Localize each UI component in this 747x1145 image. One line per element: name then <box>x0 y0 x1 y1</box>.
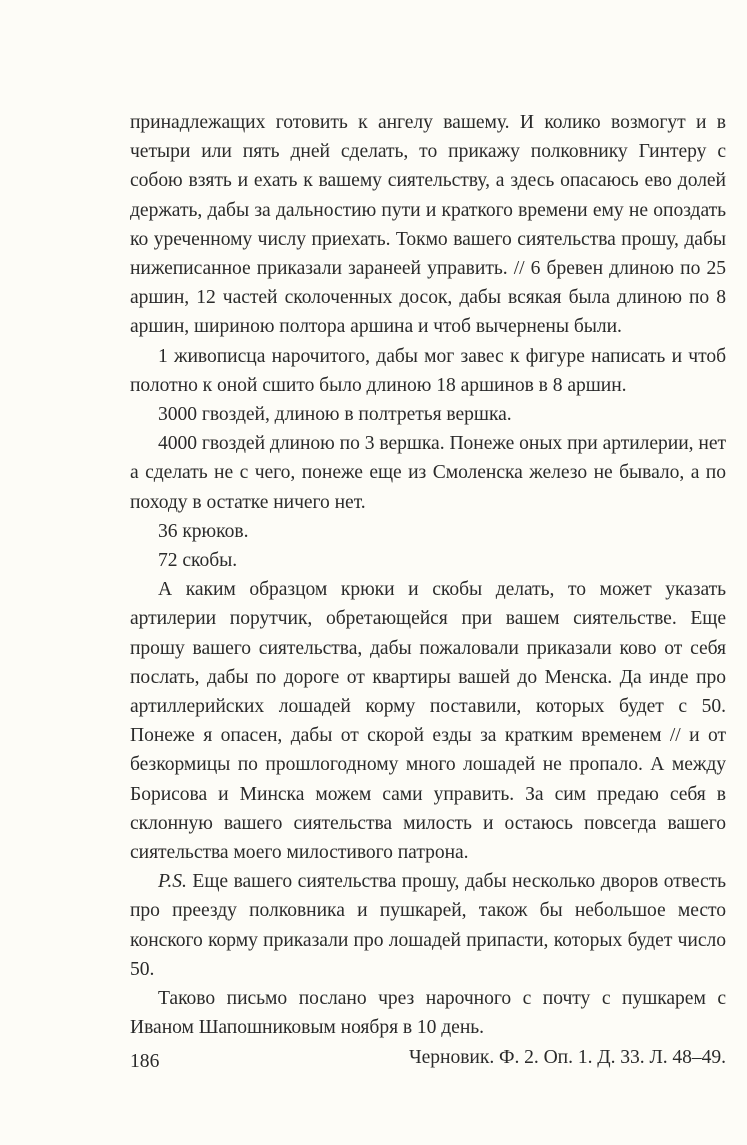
paragraph-painter-request: 1 живописца нарочитого, дабы мог завес к фигуре написать и чтоб полотно к оной сшито было длиною 18 аршинов в 8 аршин. <box>130 345 726 396</box>
paragraph-nails-large: 4000 гвоздей длиною по 3 вершка. Понеже оных при артилерии, нет а сделать не с чего, понеже еще из Смоленска железо не бывало, а по походу в остатке ничего нет. <box>130 433 726 513</box>
paragraph-postscript <box>130 867 726 984</box>
paragraph-instructions: А каким образцом крюки и скобы делать, то может указать артилерии порутчик, обретающейся при вашем сиятельстве. Еще прошу вашего сиятельства, дабы пожаловали приказали ково от себя послать, дабы по дороге от квартиры вашей до Менска. Да инде про артиллерийских лошадей корму поставили, которых будет с 50. Понеже я опасен, дабы от скорой езды за кратким временем // и от безкормицы по прошлогодному много лошадей не пропало. А между Борисова и Минска можем сами управить. За сим предаю себя в склонную вашего сиятельства милость и остаюсь повсегда вашего сиятельства моего милостивого патрона. <box>130 579 726 864</box>
paragraph-hooks: 36 крюков. <box>158 520 249 542</box>
postscript-label: P.S. <box>158 871 187 893</box>
paragraph-nails-small: 3000 гвоздей, длиною в полтретья вершка. <box>158 404 512 426</box>
paragraph-letter-continuation: принадлежащих готовить к ангелу вашему. И колико возмогут и в четыри или пять дней сделать, то прикажу полковнику Гинтеру с собою взять и ехать к вашему сиятельству, а здесь опасаюсь ево долей держать, дабы за дальностию пути и краткого времени ему не опоздать ко уреченному числу приехать. Токмо вашего сиятельства прошу, дабы нижеписанное приказали заранеей управить. // 6 бревен длиною по 25 аршин, 12 частей сколоченных досок, дабы всякая была длиною по 8 аршин, шириною полтора аршина и чтоб вычернены были. <box>130 112 726 338</box>
paragraph-closing: Таково письмо послано чрез нарочного с почту с пушкарем с Иваном Шапошниковым ноября в 10 день. <box>130 988 726 1039</box>
paragraph-brackets: 72 скобы. <box>158 550 238 572</box>
postscript-text: Еще вашего сиятельства прошу, дабы несколько дворов отвесть про преезду полковника и пушкарей, також бы небольшое место конского корму приказали про лошадей припасти, которых будет число 50. <box>130 871 726 980</box>
archival-source: Черновик. Ф. 2. Оп. 1. Д. 33. Л. 48–49. <box>408 1046 726 1068</box>
page-number: 186 <box>130 1051 160 1072</box>
main-text <box>130 108 726 1072</box>
